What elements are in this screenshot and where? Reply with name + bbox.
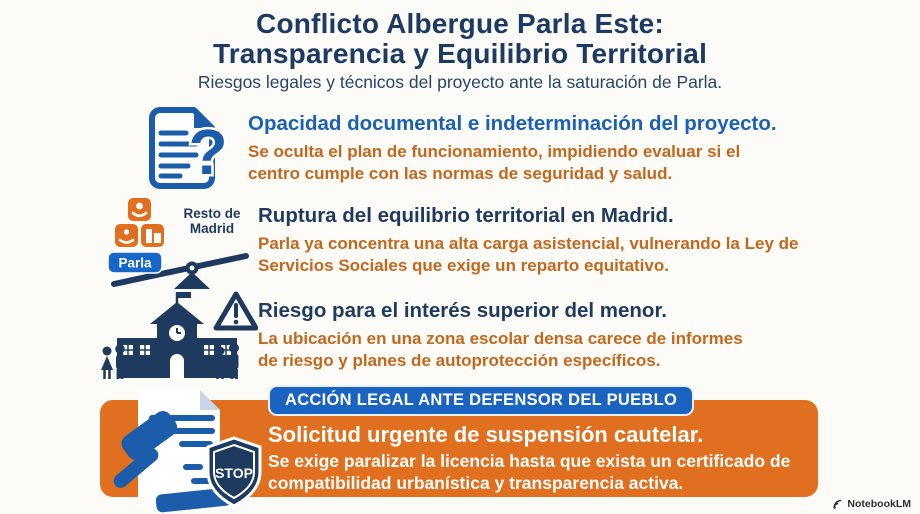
page-title-line1: Conflicto Albergue Parla Este: <box>256 8 664 39</box>
social-load-icons <box>115 198 164 247</box>
legal-action-badge: ACCIÓN LEGAL ANTE DEFENSOR DEL PUEBLO <box>268 385 694 416</box>
watermark <box>832 498 911 510</box>
watermark-label: NotebookLM <box>847 498 911 510</box>
section-heading: Ruptura del equilibrio territorial en Madrid. <box>258 204 674 227</box>
section-equilibrio <box>258 204 806 276</box>
resto-madrid-label-line2: Madrid <box>189 221 235 236</box>
stop-label: STOP <box>215 465 253 481</box>
gavel-stop-document-icon <box>96 388 262 514</box>
section-body: Se oculta el plan de funcionamiento, impidiendo evaluar si el centro cumple con las normas de seguridad y salud. <box>248 142 741 183</box>
warning-triangle-icon <box>216 294 256 328</box>
banner-heading: Solicitud urgente de suspensión cautelar. <box>268 422 704 447</box>
seesaw-imbalance-icon <box>100 196 260 291</box>
section-heading: Riesgo para el interés superior del menor. <box>258 299 667 322</box>
section-heading: Opacidad documental e indeterminación del proyecto. <box>248 112 777 135</box>
section-body: La ubicación en una zona escolar densa carece de informes de riesgo y planes de autoprotección específicos. <box>258 329 743 370</box>
page-subtitle: Riesgos legales y técnicos del proyecto ante la saturación de Parla. <box>197 72 723 92</box>
resto-madrid-label-line1: Resto de <box>183 206 241 221</box>
document-question-icon <box>136 104 236 192</box>
school-warning-icon <box>100 288 258 383</box>
section-opacidad <box>248 112 793 184</box>
parla-badge-label: Parla <box>118 255 152 271</box>
section-body: Parla ya concentra una alta carga asistencial, vulnerando la Ley de Servicios Sociales que exige un reparto equitativo. <box>258 234 799 275</box>
notebooklm-logo-icon <box>832 498 844 510</box>
page-title-line2: Transparencia y Equilibrio Territorial <box>212 38 708 69</box>
svg-text:?: ? <box>188 116 228 188</box>
section-riesgo-menor <box>258 299 763 371</box>
banner-body: Se exige paralizar la licencia hasta que exista un certificado de compatibilidad urbanística y transparencia activa. <box>268 451 791 493</box>
